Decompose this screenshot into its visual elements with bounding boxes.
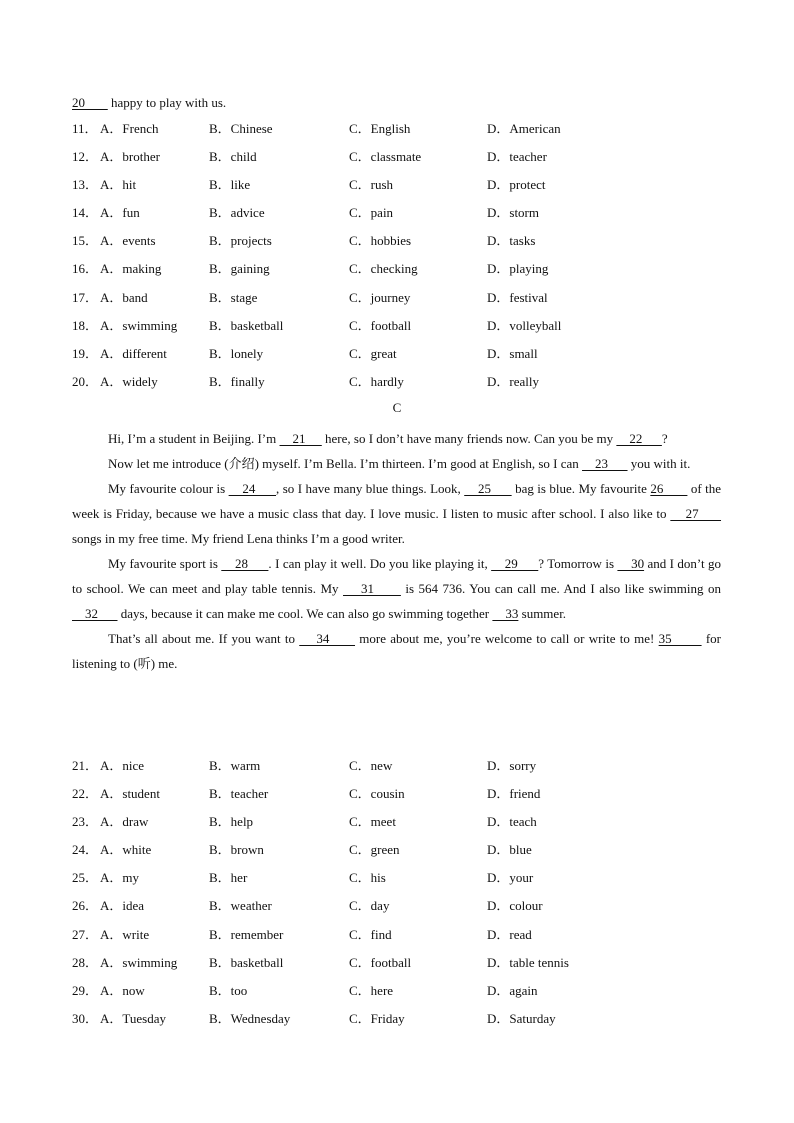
choice-b: B．basketball <box>209 954 284 970</box>
paragraph-2 <box>72 451 721 476</box>
option-row <box>72 346 732 374</box>
choice-d: D．festival <box>487 289 548 305</box>
blank-28: 28 <box>221 556 269 571</box>
choice-d: D．sorry <box>487 758 537 773</box>
choice-a: A．write <box>100 926 150 942</box>
choice-a: A．now <box>100 982 145 998</box>
passage-text: ? <box>661 431 668 446</box>
question-number: 30． <box>72 1010 99 1026</box>
choice-c: C．hardly <box>349 373 404 389</box>
choice-b: B．Chinese <box>209 121 273 136</box>
choice-c: C．checking <box>349 261 418 277</box>
option-row <box>72 233 732 261</box>
choice-c: C．find <box>349 926 392 942</box>
blank-35: 35 <box>658 631 702 646</box>
option-row <box>72 177 732 205</box>
choice-d: D．really <box>487 373 539 389</box>
choice-c: C．new <box>349 758 393 773</box>
choice-a: A．French <box>100 121 159 136</box>
blank-30: 30 <box>617 556 645 571</box>
choice-a: A．making <box>100 261 162 277</box>
choice-a: A．hit <box>100 177 137 193</box>
option-row <box>72 842 732 870</box>
choice-a: A．brother <box>100 149 160 165</box>
choice-c: C．hobbies <box>349 233 412 249</box>
choice-c: C．Friday <box>349 1010 405 1026</box>
choice-d: D．read <box>487 926 532 942</box>
passage-text: for listening to (听) me. <box>72 631 722 671</box>
choice-c: C．football <box>349 954 412 970</box>
question-number: 19． <box>72 345 99 361</box>
choice-c: C．day <box>349 898 390 914</box>
cloze-passage <box>72 426 721 676</box>
choice-d: D．teacher <box>487 149 547 165</box>
option-row <box>72 1011 732 1039</box>
choice-d: D．volleyball <box>487 317 562 333</box>
choice-b: B．weather <box>209 898 272 914</box>
option-row <box>72 290 732 318</box>
blank-27: 27 <box>670 506 722 521</box>
blank-26: 26 <box>650 481 688 496</box>
question-number: 24． <box>72 842 99 858</box>
passage-text: songs in my free time. My friend Lena thinks I’m a good writer. <box>72 531 405 546</box>
blank-24: 24 <box>228 481 277 496</box>
question-number: 15． <box>72 233 99 249</box>
section-title: C <box>392 400 402 415</box>
choice-c: C．pain <box>349 205 394 221</box>
choice-b: B．remember <box>209 926 284 942</box>
passage-text: . I can play it well. Do you like playing it, <box>268 556 492 571</box>
passage-text: here, so I don’t have many friends now. Can you be my <box>321 431 617 446</box>
choice-c: C．football <box>349 317 412 333</box>
passage-text: summer. <box>518 606 567 621</box>
passage-text: and I don’t go to school. We can meet and play table tennis. My <box>72 556 722 596</box>
choice-a: A．draw <box>100 814 149 830</box>
paragraph-5 <box>72 626 721 676</box>
blank-22: 22 <box>616 431 662 446</box>
paragraph-3 <box>72 476 721 551</box>
passage-text: Hi, I’m a student in Beijing. I’m <box>108 431 280 446</box>
choice-a: A．student <box>100 786 160 802</box>
choice-d: D．your <box>487 870 534 886</box>
question-number: 21． <box>72 758 99 773</box>
choice-c: C．meet <box>349 814 396 830</box>
choice-b: B．teacher <box>209 786 269 802</box>
question-number: 17． <box>72 289 99 305</box>
choice-d: D．friend <box>487 786 541 802</box>
choice-d: D．American <box>487 121 561 136</box>
choice-b: B．stage <box>209 289 258 305</box>
choice-a: A．different <box>100 345 167 361</box>
choice-a: A．events <box>100 233 156 249</box>
choice-a: A．white <box>100 842 152 858</box>
option-row <box>72 927 732 955</box>
question-number: 11． <box>72 121 98 136</box>
passage-text: bag is blue. My favourite <box>511 481 651 496</box>
choice-b: B．like <box>209 177 251 193</box>
choice-b: B．help <box>209 814 254 830</box>
choice-d: D．tasks <box>487 233 536 249</box>
choice-a: A．idea <box>100 898 145 914</box>
option-row <box>72 814 732 842</box>
choice-a: A．swimming <box>100 317 178 333</box>
choice-d: D．colour <box>487 898 543 914</box>
passage-text: more about me, you’re welcome to call or write to me! <box>355 631 659 646</box>
question-number: 25． <box>72 870 99 886</box>
blank-32: 32 <box>72 606 118 621</box>
choice-b: B．Wednesday <box>209 1010 291 1026</box>
option-row <box>72 374 732 402</box>
choice-a: A．my <box>100 870 140 886</box>
option-row <box>72 898 732 926</box>
question-number: 13． <box>72 177 99 193</box>
choice-b: B．projects <box>209 233 272 249</box>
option-row <box>72 983 732 1011</box>
option-row <box>72 955 732 983</box>
option-row <box>72 318 732 346</box>
choice-c: C．his <box>349 870 386 886</box>
choice-b: B．gaining <box>209 261 270 277</box>
question-number: 14． <box>72 205 99 221</box>
option-row <box>72 205 732 233</box>
choice-b: B．brown <box>209 842 264 858</box>
blank-34: 34 <box>299 631 356 646</box>
choice-d: D．Saturday <box>487 1010 556 1026</box>
blank-29: 29 <box>491 556 539 571</box>
choice-a: A．band <box>100 289 148 305</box>
choice-c: C．cousin <box>349 786 405 802</box>
blank-33: 33 <box>492 606 519 621</box>
choice-a: A．fun <box>100 205 140 221</box>
question-number: 18． <box>72 317 99 333</box>
blank-21: 21 <box>279 431 322 446</box>
choice-c: C．here <box>349 982 394 998</box>
option-row <box>72 149 732 177</box>
choice-d: D．storm <box>487 205 540 221</box>
choice-a: A．Tuesday <box>100 1010 166 1026</box>
option-row <box>72 870 732 898</box>
choice-c: C．great <box>349 345 397 361</box>
question-number: 26． <box>72 898 99 914</box>
intro-text: happy to play with us. <box>107 95 227 110</box>
options-group-11-20 <box>72 121 732 402</box>
question-number: 27． <box>72 926 99 942</box>
blank-23: 23 <box>582 456 628 471</box>
choice-a: A．swimming <box>100 954 178 970</box>
choice-c: C．green <box>349 842 400 858</box>
option-row <box>72 121 732 149</box>
passage-text: days, because it can make me cool. We can also go swimming together <box>117 606 493 621</box>
passage-text: Now let me introduce (介绍) myself. I’m Bella. I’m thirteen. I’m good at English, so I can <box>108 456 583 471</box>
question-number: 23． <box>72 814 99 830</box>
choice-b: B．her <box>209 870 248 886</box>
blank-25: 25 <box>464 481 512 496</box>
choice-c: C．journey <box>349 289 411 305</box>
choice-d: D．again <box>487 982 538 998</box>
choice-d: D．teach <box>487 814 537 830</box>
blank-31: 31 <box>343 581 401 596</box>
blank-20: 20 <box>72 95 108 110</box>
passage-text: My favourite sport is <box>108 556 222 571</box>
choice-d: D．small <box>487 345 538 361</box>
choice-b: B．warm <box>209 758 261 773</box>
passage-text: , so I have many blue things. Look, <box>276 481 465 496</box>
choice-a: A．widely <box>100 373 158 389</box>
choice-c: C．rush <box>349 177 394 193</box>
question-number: 12． <box>72 149 99 165</box>
choice-b: B．child <box>209 149 257 165</box>
choice-d: D．blue <box>487 842 532 858</box>
choice-b: B．finally <box>209 373 265 389</box>
options-group-21-30 <box>72 758 732 1039</box>
choice-d: D．table tennis <box>487 954 569 970</box>
choice-b: B．basketball <box>209 317 284 333</box>
option-row <box>72 758 732 786</box>
passage-text: you with it. <box>627 456 691 471</box>
choice-c: C．English <box>349 121 411 136</box>
choice-b: B．too <box>209 982 248 998</box>
paragraph-4 <box>72 551 721 626</box>
option-row <box>72 261 732 289</box>
choice-c: C．classmate <box>349 149 422 165</box>
choice-b: B．advice <box>209 205 265 221</box>
passage-text: ? Tomorrow is <box>538 556 618 571</box>
choice-d: D．playing <box>487 261 549 277</box>
choice-b: B．lonely <box>209 345 264 361</box>
question-number: 16． <box>72 261 99 277</box>
option-row <box>72 786 732 814</box>
passage-text: My favourite colour is <box>108 481 229 496</box>
question-number: 20． <box>72 373 99 389</box>
intro-line <box>72 95 226 111</box>
question-number: 29． <box>72 982 99 998</box>
passage-text: is 564 736. You can call me. And I also like swimming on <box>400 581 722 596</box>
choice-d: D．protect <box>487 177 546 193</box>
question-number: 28． <box>72 954 99 970</box>
passage-text: That’s all about me. If you want to <box>108 631 300 646</box>
passage-text: of the week is Friday, because we have a music class that day. I love music. I listen to music after school. I also like to <box>72 481 722 521</box>
question-number: 22． <box>72 786 99 802</box>
paragraph-1 <box>72 426 721 451</box>
choice-a: A．nice <box>100 758 145 773</box>
